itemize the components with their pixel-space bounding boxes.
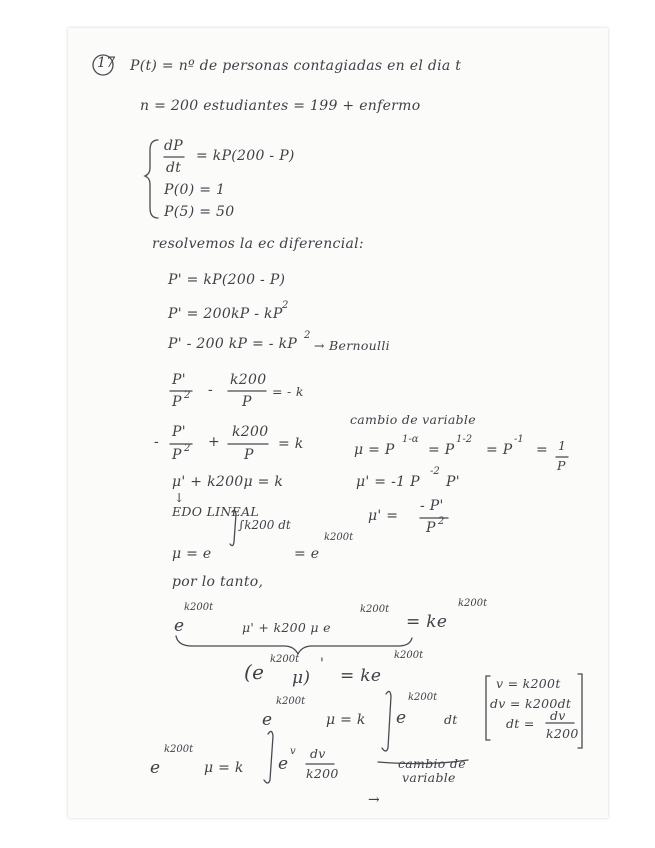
big4-e: e bbox=[150, 758, 161, 778]
cambio-eq2-tail: P' bbox=[446, 474, 460, 490]
step4-den2: P bbox=[242, 394, 252, 410]
step4-mid: - bbox=[208, 382, 214, 398]
big1-mid-exp: k200t bbox=[360, 604, 390, 615]
cambio-frac-num: 1 bbox=[558, 438, 567, 453]
step5-rhs: = k bbox=[278, 436, 304, 452]
problem-number: 17 bbox=[97, 55, 116, 71]
cambio-eq1-d: = bbox=[536, 442, 549, 458]
cambio-eq1-c-exp: -1 bbox=[514, 434, 524, 445]
factor-rhs-exp: k200t bbox=[324, 532, 354, 543]
cambio-title: cambio de variable bbox=[350, 412, 476, 427]
step4-rhs: = - k bbox=[272, 384, 304, 399]
step5-den1-exp: 2 bbox=[184, 443, 191, 454]
cambio2-line2: variable bbox=[402, 770, 456, 785]
step3: P' - 200 kP = - kP bbox=[168, 336, 298, 352]
step3-tail: → Bernoulli bbox=[314, 338, 390, 353]
cambio-eq2-exp: -2 bbox=[430, 466, 440, 477]
big3-dt: dt bbox=[444, 712, 458, 727]
cambio-eq2: μ' = -1 P bbox=[356, 474, 420, 490]
definition-line: P(t) = nº de personas contagiadas en el dia t bbox=[130, 58, 462, 74]
cambio-eq3-num: - P' bbox=[420, 498, 444, 514]
big2-mu: μ) bbox=[292, 668, 311, 688]
big4-den: k200 bbox=[306, 766, 339, 781]
cambio-eq3: μ' = bbox=[368, 508, 399, 524]
step6: μ' + k200μ = k bbox=[172, 474, 284, 490]
big1-rhs: = ke bbox=[406, 612, 448, 632]
big1-rhs-exp: k200t bbox=[458, 598, 488, 609]
step4-den1-exp: 2 bbox=[184, 390, 191, 401]
step4-num1: P' bbox=[172, 372, 186, 388]
step5-plus: + bbox=[208, 434, 221, 450]
big3-e: e bbox=[262, 710, 273, 730]
step2: P' = 200kP - kP bbox=[168, 306, 283, 322]
sub-dt-den: k200 bbox=[546, 726, 579, 741]
big3-integral-sign bbox=[382, 691, 391, 751]
eq3: P(5) = 50 bbox=[164, 204, 235, 220]
sub-v: v = k200t bbox=[496, 676, 561, 691]
cambio-eq1-b-exp: 1-2 bbox=[456, 434, 473, 445]
edo-arrow: ↓ bbox=[174, 490, 185, 505]
big4-int: e bbox=[278, 754, 289, 774]
step4-num2: k200 bbox=[230, 372, 267, 388]
eq1-numerator: dP bbox=[164, 138, 183, 154]
factor-exp: ∫k200 dt bbox=[238, 518, 291, 532]
big3-int-exp: k200t bbox=[408, 692, 438, 703]
big1-mid: μ' + k200 μ e bbox=[242, 620, 331, 635]
cambio-eq1-exp: 1-α bbox=[402, 434, 419, 445]
big4-num: dv bbox=[310, 746, 326, 761]
step5-den2: P bbox=[244, 447, 254, 463]
footer-arrow: → bbox=[368, 792, 381, 808]
big2-prime: ' bbox=[320, 656, 325, 672]
por-lo-tanto: por lo tanto, bbox=[172, 574, 264, 590]
step5-num1: P' bbox=[172, 424, 186, 440]
eq1-rhs: = kP(200 - P) bbox=[196, 148, 295, 164]
cambio-eq1-b: = P bbox=[428, 442, 455, 458]
notebook-page bbox=[68, 28, 608, 818]
cambio-eq3-den-exp: 2 bbox=[438, 516, 445, 527]
population-line: n = 200 estudiantes = 199 + enfermo bbox=[140, 98, 421, 114]
big4-int-exp: v bbox=[290, 746, 296, 757]
big2-rhs: = ke bbox=[340, 666, 382, 686]
eq2: P(0) = 1 bbox=[164, 182, 226, 198]
eq1-denominator: dt bbox=[166, 160, 182, 176]
cambio2-line1: cambio de bbox=[398, 756, 466, 771]
big3-exp: k200t bbox=[276, 696, 306, 707]
step3-exp: 2 bbox=[304, 330, 311, 341]
big1-exp: k200t bbox=[184, 602, 214, 613]
big4-mid: μ = k bbox=[204, 760, 244, 776]
big3-mid: μ = k bbox=[326, 712, 366, 728]
step5-num2: k200 bbox=[232, 424, 269, 440]
resolvemos-line: resolvemos la ec diferencial: bbox=[152, 236, 364, 252]
sub-dt: dt = bbox=[506, 716, 535, 731]
cambio-eq1-c: = P bbox=[486, 442, 513, 458]
sub-dt-num: dv bbox=[550, 708, 566, 723]
underbrace bbox=[176, 636, 412, 654]
big2-rhs-exp: k200t bbox=[394, 650, 424, 661]
step1: P' = kP(200 - P) bbox=[168, 272, 286, 288]
big2-lhs: (e bbox=[244, 660, 265, 684]
factor-rhs: = e bbox=[294, 546, 320, 562]
big2-lhs-exp: k200t bbox=[270, 654, 300, 665]
system-brace bbox=[145, 140, 158, 218]
edo-lineal: EDO LINEAL bbox=[172, 504, 259, 519]
factor-lhs: μ = e bbox=[172, 546, 212, 562]
step5-sign: - bbox=[154, 434, 160, 450]
cambio-eq3-den: P bbox=[426, 520, 436, 536]
big3-int: e bbox=[396, 708, 407, 728]
big4-exp: k200t bbox=[164, 744, 194, 755]
big1-e: e bbox=[174, 616, 185, 636]
sub-dv: dv = k200dt bbox=[490, 696, 572, 711]
big4-integral-sign bbox=[264, 731, 273, 783]
step4-den1: P bbox=[172, 394, 182, 410]
cambio-frac-den: P bbox=[557, 458, 566, 473]
step5-den1: P bbox=[172, 447, 182, 463]
cambio-eq1: μ = P bbox=[354, 442, 395, 458]
step2-exp: 2 bbox=[282, 300, 289, 311]
